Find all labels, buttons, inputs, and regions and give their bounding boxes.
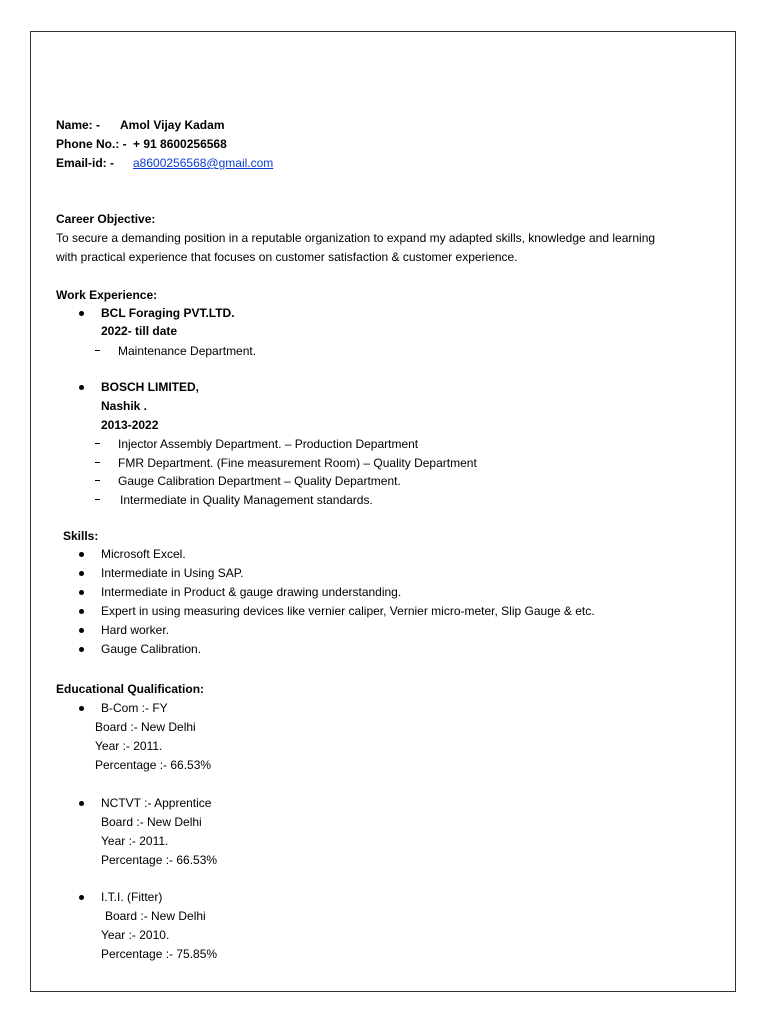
email-label: Email-id: - bbox=[56, 156, 115, 170]
education-title: NCTVT :- Apprentice bbox=[101, 796, 212, 810]
education-title: B-Com :- FY bbox=[101, 701, 168, 715]
name-value: Amol Vijay Kadam bbox=[120, 118, 225, 132]
job-company: BCL Foraging PVT.LTD. bbox=[101, 306, 235, 320]
bullet-icon bbox=[79, 647, 84, 652]
career-objective-heading: Career Objective: bbox=[56, 212, 156, 226]
skill-item: Expert in using measuring devices like vernier caliper, Vernier micro-meter, Slip Gauge & etc. bbox=[101, 604, 595, 618]
dash-icon bbox=[95, 350, 100, 351]
education-year: Year :- 2011. bbox=[101, 834, 169, 848]
education-board: Board :- New Delhi bbox=[105, 909, 206, 923]
education-year: Year :- 2010. bbox=[101, 928, 170, 942]
education-board: Board :- New Delhi bbox=[101, 815, 202, 829]
dash-icon bbox=[95, 443, 100, 444]
skill-item: Intermediate in Product & gauge drawing understanding. bbox=[101, 585, 402, 599]
job-duty: Maintenance Department. bbox=[118, 344, 257, 358]
education-year: Year :- 2011. bbox=[95, 739, 163, 753]
bullet-icon bbox=[79, 895, 84, 900]
dash-icon bbox=[95, 499, 100, 500]
job-period: 2013-2022 bbox=[101, 418, 159, 432]
education-heading: Educational Qualification: bbox=[56, 682, 205, 696]
education-percentage: Percentage :- 75.85% bbox=[101, 947, 218, 961]
career-objective-line1: To secure a demanding position in a reputable organization to expand my adapted skills, knowledge and learning bbox=[56, 231, 656, 245]
bullet-icon bbox=[79, 590, 84, 595]
job-duty: Intermediate in Quality Management standards. bbox=[120, 493, 373, 507]
bullet-icon bbox=[79, 552, 84, 557]
dash-icon bbox=[95, 480, 100, 481]
job-period: 2022- till date bbox=[101, 324, 178, 338]
education-title: I.T.I. (Fitter) bbox=[101, 890, 163, 904]
bullet-icon bbox=[79, 571, 84, 576]
job-duty: FMR Department. (Fine measurement Room) – Quality Department bbox=[118, 456, 477, 470]
skill-item: Intermediate in Using SAP. bbox=[101, 566, 244, 580]
resume-page bbox=[30, 31, 736, 992]
job-duty: Injector Assembly Department. – Production Department bbox=[118, 437, 419, 451]
bullet-icon bbox=[79, 385, 84, 390]
education-percentage: Percentage :- 66.53% bbox=[101, 853, 218, 867]
skill-item: Gauge Calibration. bbox=[101, 642, 202, 656]
name-label: Name: - bbox=[56, 118, 101, 132]
email-link[interactable]: a8600256568@gmail.com bbox=[133, 156, 274, 170]
education-percentage: Percentage :- 66.53% bbox=[95, 758, 212, 772]
skill-item: Hard worker. bbox=[101, 623, 170, 637]
education-board: Board :- New Delhi bbox=[95, 720, 196, 734]
job-duty: Gauge Calibration Department – Quality Department. bbox=[118, 474, 401, 488]
bullet-icon bbox=[79, 609, 84, 614]
skill-item: Microsoft Excel. bbox=[101, 547, 186, 561]
job-company: BOSCH LIMITED, bbox=[101, 380, 199, 394]
bullet-icon bbox=[79, 628, 84, 633]
work-experience-heading: Work Experience: bbox=[56, 288, 158, 302]
skills-heading: Skills: bbox=[63, 529, 99, 543]
dash-icon bbox=[95, 462, 100, 463]
bullet-icon bbox=[79, 311, 84, 316]
bullet-icon bbox=[79, 706, 84, 711]
phone-label: Phone No.: - bbox=[56, 137, 127, 151]
bullet-icon bbox=[79, 801, 84, 806]
phone-value: + 91 8600256568 bbox=[133, 137, 227, 151]
job-location: Nashik . bbox=[101, 399, 148, 413]
career-objective-line2: with practical experience that focuses on customer satisfaction & customer experience. bbox=[56, 250, 518, 264]
